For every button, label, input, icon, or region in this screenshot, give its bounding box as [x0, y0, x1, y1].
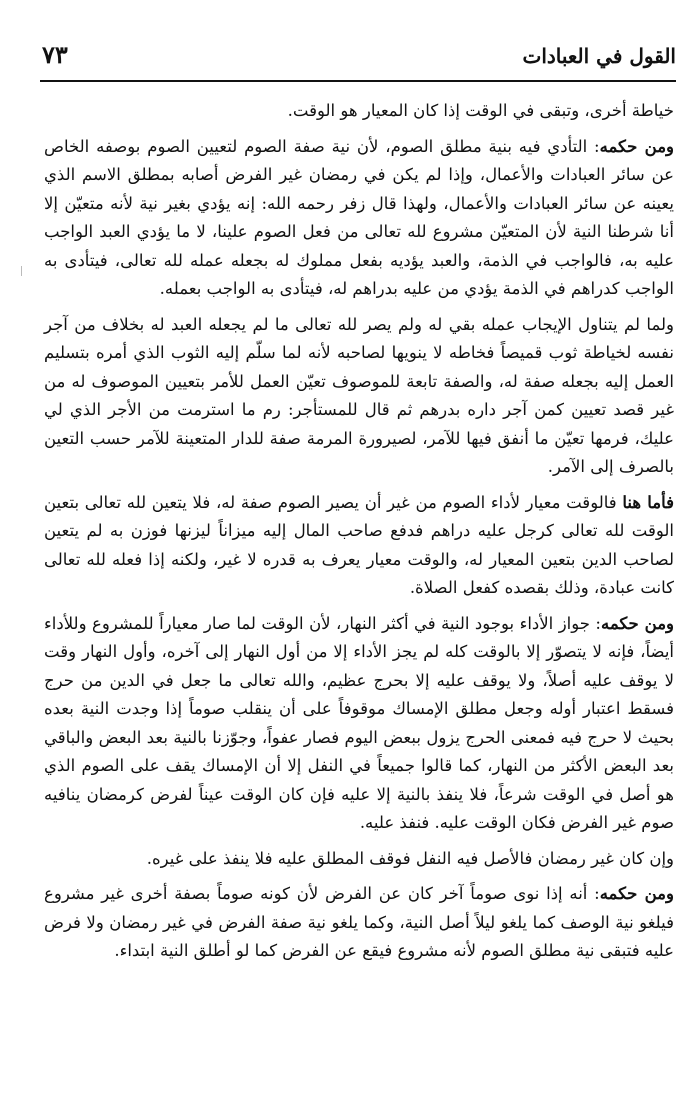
- paragraph-text: : جواز الأداء بوجود النية في أكثر النهار، لأن الوقت لما صار معياراً للمشروع وللأداء أيضاً، فإنه لا يتصوّر إلا بالوقت كله لم يجز الأداء إلا من أول النهار إلى آخره، وأول النهار وقت لا يوقف عليه أصلاً، ولا يوقف عليه إلا بحرج عظيم، والله تعالى ما جعل في الدين من حرج فسقط اعتبار أوله وجعل مطلق الإمساك موقوفاً على أن ينقلب صوماً إذا وجدت النية بعده بحيث لا حرج فيه فمعنى الحرج يزول ببعض اليوم فصار عفواً، وجوّزنا بالنية بعد البعض والباقي بعد البعض الأكثر من النهار، كما قالوا جميعاً في النفل إلا أن الإمساك يقف على الصوم الذي هو أصل في الوقت شرعاً، فلا ينفذ بالنية إلا عليه فإن كان الوقت عيناً لفرض كرمضان ينافيه صوم غير الفرض فكان الوقت عليه. فنفذ عليه.: [44, 613, 674, 832]
- paragraph-lead: فأما هنا: [622, 492, 675, 512]
- paragraph: [44, 489, 674, 603]
- running-title: القول في العبادات: [522, 44, 676, 68]
- paragraph: [44, 845, 674, 874]
- paragraph: [44, 311, 674, 482]
- page-header: [40, 40, 676, 76]
- body-text: [44, 97, 674, 973]
- margin-mark: [21, 266, 22, 276]
- paragraph-lead: ومن حكمه: [600, 613, 674, 633]
- paragraph: [44, 97, 674, 126]
- paragraph-lead: ومن حكمه: [599, 884, 674, 903]
- page-number: ٧٣: [42, 40, 68, 69]
- paragraph: [44, 880, 674, 966]
- paragraph-text: وإن كان غير رمضان فالأصل فيه النفل فوقف المطلق عليه فلا ينفذ على غيره.: [146, 848, 674, 868]
- paragraph-text: : أنه إذا نوى صوماً آخر كان عن الفرض لأن كونه صوماً بصفة أخرى غير مشروع فيلغو نية الوصف كما يلغو ليلاً أصل النية، وكما يلغو نية صفة الفرض في غير رمضان ولا فرض عليه فتبقى نية مطلق الصوم لأنه مشروع فيقع عن الفرض كما لو أطلق النية ابتداء.: [44, 884, 674, 960]
- paragraph-lead: ومن حكمه: [599, 136, 674, 156]
- paragraph-text: خياطة أخرى، وتبقى في الوقت إذا كان المعيار هو الوقت.: [287, 101, 674, 120]
- paragraph-text: فالوقت معيار لأداء الصوم من غير أن يصير الصوم صفة له، فلا يتعين لله تعالى بتعين الوقت لله تعالى كرجل عليه دراهم فدفع صاحب المال إليه ميزاناً ليزنها فوزن به لم يتعين لصاحب الدين بتعين المعيار له، والوقت معيار يعرف به قدره لا غير، ولكنه إذا فعله لله تعالى كانت عبادة، وذلك بقصده كفعل الصلاة.: [44, 492, 674, 597]
- paragraph-text: ولما لم يتناول الإيجاب عمله بقي له ولم يصر لله تعالى ما لم يجعله العبد له بخلاف من آجر نفسه لخياطة ثوب قميصاً فخاطه لا ينويها لصاحبه لأنه لما سلّم إليه الثوب الذي أمره بتسليم العمل إليه بجعله صفة له، والصفة تابعة للموصوف تعيّن العمل للأمر بتعيين الموصوف له من غير قصد تعيين كمن آجر داره بدرهم ثم قال للمستأجر: رم ما استرمت من الأجر الذي لي عليك، فرمها تعيّن ما أنفق فيها للآمر، لصيرورة المرمة صفة للدار المتعينة للآمر حسب التعين بالصرف إلى الآمر.: [44, 314, 674, 476]
- header-rule: [40, 80, 676, 82]
- paragraph-text: : التأدي فيه بنية مطلق الصوم، لأن نية صفة الصوم لتعيين الصوم بوصفه الخاص عن سائر العبادات والأعمال، وإذا لم يكن في رمضان غير الفرض أصابه بمطلق الاسم الذي يعينه عن سائر العبادات والأعمال، ولهذا قال زفر رحمه الله: إنه يؤدي بغير نية لأنه متعيّن إلا أنا شرطنا النية لأن المتعيّن مشروع لله تعالى من فعل الصوم علينا، لا ما يؤدي العبد الواجب عليه به، فالواجب في الذمة، والعبد يؤديه بفعل مملوك له بجعله عمله لله تعالى، فيتأدى به الواجب كدراهم في الذمة يؤدي من عليه بدراهم له، فيتأدى به الواجب بعمله.: [44, 136, 674, 298]
- paragraph: [44, 133, 674, 304]
- paragraph: [44, 610, 674, 838]
